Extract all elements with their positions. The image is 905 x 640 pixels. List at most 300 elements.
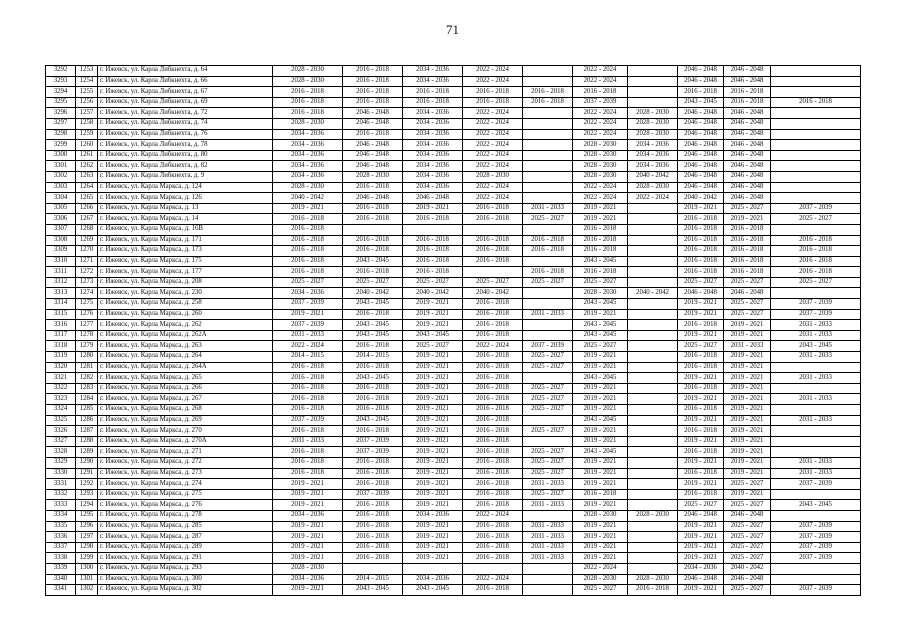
period-cell: 2016 - 2018 — [273, 267, 343, 278]
period-cell — [523, 320, 573, 331]
period-cell: 2019 - 2021 — [403, 320, 463, 331]
period-cell: 2043 - 2045 — [573, 447, 628, 458]
row-number: 3293 — [46, 76, 76, 87]
period-cell: 2028 - 2030 — [573, 161, 628, 172]
period-cell: 2016 - 2018 — [628, 585, 678, 596]
period-cell: 2016 - 2018 — [273, 214, 343, 225]
period-cell: 2031 - 2033 — [523, 553, 573, 564]
period-cell — [523, 510, 573, 521]
period-cell: 2019 - 2021 — [403, 447, 463, 458]
period-cell: 2046 - 2048 — [343, 150, 403, 161]
period-cell: 2016 - 2018 — [463, 330, 523, 341]
period-cell: 2025 - 2027 — [523, 405, 573, 416]
period-cell — [523, 373, 573, 384]
table-row — [46, 436, 861, 447]
row-number: 3328 — [46, 447, 76, 458]
house-number: 1299 — [76, 553, 98, 564]
period-cell — [628, 542, 678, 553]
period-cell: 2022 - 2024 — [273, 341, 343, 352]
period-cell: 2016 - 2018 — [343, 235, 403, 246]
period-cell: 2019 - 2021 — [273, 203, 343, 214]
period-cell: 2016 - 2018 — [403, 87, 463, 98]
period-cell: 2043 - 2045 — [573, 320, 628, 331]
period-cell — [628, 320, 678, 331]
period-cell: 2046 - 2048 — [678, 574, 724, 585]
period-cell: 2019 - 2021 — [273, 479, 343, 490]
period-cell: 2014 - 2015 — [343, 352, 403, 363]
house-number: 1264 — [76, 182, 98, 193]
row-number: 3326 — [46, 426, 76, 437]
period-cell: 2016 - 2018 — [678, 405, 724, 416]
period-cell: 2016 - 2018 — [573, 235, 628, 246]
period-cell: 2028 - 2030 — [628, 574, 678, 585]
period-cell: 2019 - 2021 — [724, 447, 771, 458]
period-cell: 2016 - 2018 — [273, 426, 343, 437]
period-cell: 2037 - 2039 — [771, 521, 861, 532]
address: г. Ижевск, ул. Карла Маркса, д. 268 — [98, 405, 273, 416]
period-cell: 2016 - 2018 — [403, 267, 463, 278]
period-cell — [628, 246, 678, 257]
period-cell: 2022 - 2024 — [573, 193, 628, 204]
period-cell: 2016 - 2018 — [463, 309, 523, 320]
address: г. Ижевск, ул. Карла Маркса, д. 173 — [98, 246, 273, 257]
period-cell: 2016 - 2018 — [678, 489, 724, 500]
period-cell: 2019 - 2021 — [403, 436, 463, 447]
row-number: 3308 — [46, 235, 76, 246]
period-cell — [771, 76, 861, 87]
row-number: 3305 — [46, 203, 76, 214]
address: г. Ижевск, ул. Карла Маркса, д. 262 — [98, 320, 273, 331]
period-cell: 2019 - 2021 — [403, 426, 463, 437]
address: г. Ижевск, ул. Карла Маркса, д. 278 — [98, 510, 273, 521]
period-cell: 2046 - 2048 — [724, 171, 771, 182]
row-number: 3336 — [46, 532, 76, 543]
period-cell: 2034 - 2036 — [403, 150, 463, 161]
address: г. Ижевск, ул. Карла Маркса, д. 275 — [98, 489, 273, 500]
period-cell: 2037 - 2039 — [573, 97, 628, 108]
period-cell — [628, 66, 678, 77]
period-cell — [523, 161, 573, 172]
period-cell: 2025 - 2027 — [573, 585, 628, 596]
period-cell: 2016 - 2018 — [678, 235, 724, 246]
period-cell: 2031 - 2033 — [771, 352, 861, 363]
period-cell — [523, 563, 573, 574]
period-cell: 2016 - 2018 — [463, 383, 523, 394]
table-row — [46, 108, 861, 119]
period-cell — [523, 256, 573, 267]
address: г. Ижевск, ул. Карла Маркса, д. 293 — [98, 563, 273, 574]
period-cell: 2019 - 2021 — [678, 532, 724, 543]
period-cell: 2019 - 2021 — [678, 203, 724, 214]
house-number: 1277 — [76, 320, 98, 331]
period-cell: 2037 - 2039 — [771, 479, 861, 490]
period-cell — [771, 193, 861, 204]
period-cell: 2031 - 2033 — [771, 457, 861, 468]
period-cell — [771, 510, 861, 521]
address: г. Ижевск, ул. Карла Маркса, д. 258 — [98, 299, 273, 310]
period-cell: 2043 - 2045 — [343, 415, 403, 426]
period-cell — [628, 479, 678, 490]
period-cell: 2016 - 2018 — [523, 97, 573, 108]
period-cell: 2016 - 2018 — [724, 97, 771, 108]
period-cell: 2016 - 2018 — [343, 203, 403, 214]
period-cell: 2016 - 2018 — [343, 553, 403, 564]
period-cell: 2016 - 2018 — [273, 235, 343, 246]
address: г. Ижевск, ул. Карла Маркса, д. 14 — [98, 214, 273, 225]
house-number: 1287 — [76, 426, 98, 437]
period-cell: 2022 - 2024 — [463, 161, 523, 172]
table-row — [46, 150, 861, 161]
table-row — [46, 510, 861, 521]
period-cell: 2016 - 2018 — [463, 585, 523, 596]
period-cell: 2046 - 2048 — [678, 288, 724, 299]
address: г. Ижевск, ул. Карла Либкнехта, д. 74 — [98, 118, 273, 129]
period-cell — [628, 203, 678, 214]
period-cell: 2019 - 2021 — [724, 457, 771, 468]
period-cell — [771, 436, 861, 447]
period-cell: 2016 - 2018 — [273, 447, 343, 458]
row-number: 3327 — [46, 436, 76, 447]
row-number: 3319 — [46, 352, 76, 363]
period-cell: 2016 - 2018 — [463, 553, 523, 564]
table-row — [46, 500, 861, 511]
table-row — [46, 140, 861, 151]
table-row — [46, 267, 861, 278]
period-cell — [628, 468, 678, 479]
period-cell: 2019 - 2021 — [573, 214, 628, 225]
period-cell: 2040 - 2042 — [403, 288, 463, 299]
period-cell — [771, 118, 861, 129]
period-cell: 2034 - 2036 — [403, 510, 463, 521]
period-cell: 2016 - 2018 — [343, 246, 403, 257]
period-cell — [523, 182, 573, 193]
period-cell — [628, 373, 678, 384]
period-cell: 2025 - 2027 — [463, 277, 523, 288]
period-cell: 2028 - 2030 — [273, 182, 343, 193]
row-number: 3294 — [46, 87, 76, 98]
period-cell: 2016 - 2018 — [678, 426, 724, 437]
table-row — [46, 341, 861, 352]
period-cell: 2046 - 2048 — [678, 76, 724, 87]
period-cell: 2025 - 2027 — [273, 277, 343, 288]
period-cell: 2025 - 2027 — [724, 532, 771, 543]
period-cell: 2019 - 2021 — [573, 500, 628, 511]
period-cell: 2025 - 2027 — [523, 352, 573, 363]
period-cell: 2037 - 2039 — [771, 553, 861, 564]
period-cell: 2019 - 2021 — [678, 436, 724, 447]
period-cell: 2046 - 2048 — [724, 108, 771, 119]
period-cell: 2016 - 2018 — [273, 373, 343, 384]
table-row — [46, 161, 861, 172]
period-cell: 2019 - 2021 — [273, 521, 343, 532]
table-row — [46, 171, 861, 182]
table-row — [46, 129, 861, 140]
table-row — [46, 256, 861, 267]
period-cell — [771, 66, 861, 77]
table-row — [46, 415, 861, 426]
address: г. Ижевск, ул. Карла Маркса, д. 276 — [98, 500, 273, 511]
address: г. Ижевск, ул. Карла Либкнехта, д. 66 — [98, 76, 273, 87]
row-number: 3315 — [46, 309, 76, 320]
period-cell: 2016 - 2018 — [724, 256, 771, 267]
house-number: 1263 — [76, 171, 98, 182]
period-cell: 2016 - 2018 — [463, 447, 523, 458]
period-cell: 2019 - 2021 — [724, 352, 771, 363]
period-cell: 2016 - 2018 — [343, 214, 403, 225]
period-cell: 2025 - 2027 — [523, 468, 573, 479]
period-cell: 2031 - 2033 — [771, 415, 861, 426]
period-cell: 2034 - 2036 — [273, 510, 343, 521]
row-number: 3314 — [46, 299, 76, 310]
period-cell: 2016 - 2018 — [273, 224, 343, 235]
page-number: 71 — [446, 22, 459, 37]
period-cell: 2028 - 2030 — [573, 140, 628, 151]
period-cell: 2016 - 2018 — [523, 235, 573, 246]
period-cell: 2031 - 2033 — [771, 468, 861, 479]
row-number: 3321 — [46, 373, 76, 384]
period-cell: 2046 - 2048 — [678, 66, 724, 77]
period-cell: 2046 - 2048 — [343, 193, 403, 204]
period-cell — [628, 97, 678, 108]
period-cell: 2040 - 2042 — [724, 563, 771, 574]
house-number: 1257 — [76, 108, 98, 119]
period-cell — [771, 383, 861, 394]
house-number: 1276 — [76, 309, 98, 320]
period-cell: 2028 - 2030 — [628, 182, 678, 193]
period-cell: 2028 - 2030 — [628, 118, 678, 129]
table-row — [46, 479, 861, 490]
period-cell: 2037 - 2039 — [771, 203, 861, 214]
period-cell — [523, 436, 573, 447]
period-cell: 2019 - 2021 — [573, 426, 628, 437]
period-cell: 2016 - 2018 — [771, 235, 861, 246]
house-number: 1268 — [76, 224, 98, 235]
table-row — [46, 320, 861, 331]
period-cell: 2016 - 2018 — [463, 256, 523, 267]
address: г. Ижевск, ул. Карла Маркса, д. 274 — [98, 479, 273, 490]
period-cell: 2019 - 2021 — [403, 352, 463, 363]
period-cell: 2025 - 2027 — [523, 362, 573, 373]
period-cell: 2016 - 2018 — [573, 224, 628, 235]
table-row — [46, 563, 861, 574]
address: г. Ижевск, ул. Карла Либкнехта, д. 64 — [98, 66, 273, 77]
house-number: 1273 — [76, 277, 98, 288]
house-number: 1288 — [76, 436, 98, 447]
period-cell: 2022 - 2024 — [463, 108, 523, 119]
period-cell: 2019 - 2021 — [724, 489, 771, 500]
period-cell: 2028 - 2030 — [463, 171, 523, 182]
period-cell — [523, 150, 573, 161]
row-number: 3309 — [46, 246, 76, 257]
period-cell: 2046 - 2048 — [343, 118, 403, 129]
period-cell: 2028 - 2030 — [573, 171, 628, 182]
period-cell — [628, 405, 678, 416]
table-row — [46, 182, 861, 193]
period-cell — [628, 500, 678, 511]
period-cell: 2028 - 2030 — [628, 510, 678, 521]
house-number: 1294 — [76, 500, 98, 511]
period-cell — [523, 299, 573, 310]
period-cell: 2016 - 2018 — [343, 426, 403, 437]
period-cell — [628, 352, 678, 363]
table-row — [46, 383, 861, 394]
period-cell: 2025 - 2027 — [724, 299, 771, 310]
period-cell: 2037 - 2039 — [771, 309, 861, 320]
period-cell: 2025 - 2027 — [724, 277, 771, 288]
period-cell: 2019 - 2021 — [403, 468, 463, 479]
row-number: 3339 — [46, 563, 76, 574]
period-cell: 2028 - 2030 — [628, 108, 678, 119]
address: г. Ижевск, ул. Карла Либкнехта, д. 67 — [98, 87, 273, 98]
period-cell — [628, 383, 678, 394]
row-number: 3297 — [46, 118, 76, 129]
period-cell: 2016 - 2018 — [343, 76, 403, 87]
period-cell: 2016 - 2018 — [463, 362, 523, 373]
period-cell: 2037 - 2039 — [273, 299, 343, 310]
table-row — [46, 574, 861, 585]
period-cell: 2016 - 2018 — [343, 362, 403, 373]
period-cell: 2019 - 2021 — [724, 214, 771, 225]
period-cell: 2046 - 2048 — [678, 161, 724, 172]
period-cell: 2046 - 2048 — [724, 118, 771, 129]
period-cell: 2025 - 2027 — [678, 341, 724, 352]
period-cell — [771, 182, 861, 193]
period-cell: 2016 - 2018 — [678, 468, 724, 479]
period-cell: 2025 - 2027 — [523, 457, 573, 468]
period-cell: 2022 - 2024 — [463, 182, 523, 193]
table-row — [46, 468, 861, 479]
period-cell: 2028 - 2030 — [273, 118, 343, 129]
period-cell: 2016 - 2018 — [724, 224, 771, 235]
period-cell: 2016 - 2018 — [678, 246, 724, 257]
period-cell: 2040 - 2042 — [628, 171, 678, 182]
period-cell: 2016 - 2018 — [273, 468, 343, 479]
period-cell: 2016 - 2018 — [403, 246, 463, 257]
house-number: 1279 — [76, 341, 98, 352]
period-cell: 2016 - 2018 — [463, 479, 523, 490]
period-cell: 2019 - 2021 — [273, 553, 343, 564]
period-cell — [628, 394, 678, 405]
repair-schedule-table — [45, 65, 861, 596]
house-number: 1258 — [76, 118, 98, 129]
row-number: 3292 — [46, 66, 76, 77]
period-cell: 2040 - 2042 — [463, 288, 523, 299]
period-cell: 2016 - 2018 — [343, 383, 403, 394]
period-cell — [771, 108, 861, 119]
table-row — [46, 532, 861, 543]
period-cell: 2019 - 2021 — [724, 383, 771, 394]
period-cell: 2019 - 2021 — [678, 521, 724, 532]
address: г. Ижевск, ул. Карла Либкнехта, д. 9 — [98, 171, 273, 182]
address: г. Ижевск, ул. Карла Либкнехта, д. 80 — [98, 150, 273, 161]
period-cell: 2016 - 2018 — [463, 542, 523, 553]
period-cell: 2019 - 2021 — [573, 352, 628, 363]
period-cell — [628, 309, 678, 320]
row-number: 3318 — [46, 341, 76, 352]
period-cell: 2037 - 2039 — [343, 436, 403, 447]
table-row — [46, 405, 861, 416]
period-cell: 2019 - 2021 — [678, 330, 724, 341]
period-cell: 2019 - 2021 — [403, 309, 463, 320]
address: г. Ижевск, ул. Карла Маркса, д. 264А — [98, 362, 273, 373]
period-cell — [771, 140, 861, 151]
period-cell: 2016 - 2018 — [343, 405, 403, 416]
period-cell: 2046 - 2048 — [678, 108, 724, 119]
period-cell: 2046 - 2048 — [724, 140, 771, 151]
period-cell: 2046 - 2048 — [724, 76, 771, 87]
period-cell — [523, 330, 573, 341]
house-number: 1298 — [76, 542, 98, 553]
period-cell: 2046 - 2048 — [724, 510, 771, 521]
row-number: 3334 — [46, 510, 76, 521]
period-cell: 2016 - 2018 — [678, 224, 724, 235]
period-cell: 2025 - 2027 — [771, 277, 861, 288]
address: г. Ижевск, ул. Карла Маркса, д. 265 — [98, 373, 273, 384]
period-cell — [523, 66, 573, 77]
period-cell: 2031 - 2033 — [523, 521, 573, 532]
house-number: 1284 — [76, 394, 98, 405]
house-number: 1262 — [76, 161, 98, 172]
period-cell — [628, 330, 678, 341]
table-row — [46, 585, 861, 596]
period-cell: 2037 - 2039 — [771, 532, 861, 543]
row-number: 3316 — [46, 320, 76, 331]
period-cell: 2043 - 2045 — [573, 373, 628, 384]
period-cell: 2043 - 2045 — [343, 320, 403, 331]
period-cell: 2019 - 2021 — [403, 479, 463, 490]
period-cell — [463, 563, 523, 574]
period-cell: 2046 - 2048 — [678, 140, 724, 151]
period-cell: 2040 - 2042 — [678, 193, 724, 204]
period-cell — [523, 129, 573, 140]
period-cell: 2025 - 2027 — [724, 500, 771, 511]
period-cell: 2043 - 2045 — [343, 256, 403, 267]
period-cell: 2025 - 2027 — [724, 542, 771, 553]
period-cell: 2019 - 2021 — [403, 532, 463, 543]
address: г. Ижевск, ул. Карла Маркса, д. 270 — [98, 426, 273, 437]
row-number: 3320 — [46, 362, 76, 373]
house-number: 1291 — [76, 468, 98, 479]
house-number: 1271 — [76, 256, 98, 267]
period-cell: 2019 - 2021 — [273, 542, 343, 553]
period-cell: 2019 - 2021 — [724, 436, 771, 447]
period-cell: 2043 - 2045 — [343, 330, 403, 341]
period-cell: 2016 - 2018 — [273, 256, 343, 267]
period-cell: 2016 - 2018 — [273, 383, 343, 394]
period-cell: 2016 - 2018 — [573, 267, 628, 278]
table-row — [46, 66, 861, 77]
period-cell: 2022 - 2024 — [463, 150, 523, 161]
period-cell: 2016 - 2018 — [463, 214, 523, 225]
period-cell: 2019 - 2021 — [678, 309, 724, 320]
period-cell: 2025 - 2027 — [724, 309, 771, 320]
period-cell: 2046 - 2048 — [678, 171, 724, 182]
period-cell: 2037 - 2039 — [273, 415, 343, 426]
address: г. Ижевск, ул. Карла Маркса, д. 171 — [98, 235, 273, 246]
period-cell: 2016 - 2018 — [463, 415, 523, 426]
period-cell — [771, 563, 861, 574]
period-cell: 2016 - 2018 — [343, 267, 403, 278]
period-cell: 2046 - 2048 — [724, 574, 771, 585]
period-cell — [628, 256, 678, 267]
period-cell: 2022 - 2024 — [628, 193, 678, 204]
period-cell — [628, 224, 678, 235]
period-cell: 2034 - 2036 — [678, 563, 724, 574]
period-cell: 2046 - 2048 — [724, 66, 771, 77]
period-cell: 2025 - 2027 — [403, 277, 463, 288]
period-cell: 2019 - 2021 — [678, 394, 724, 405]
period-cell: 2028 - 2030 — [573, 150, 628, 161]
